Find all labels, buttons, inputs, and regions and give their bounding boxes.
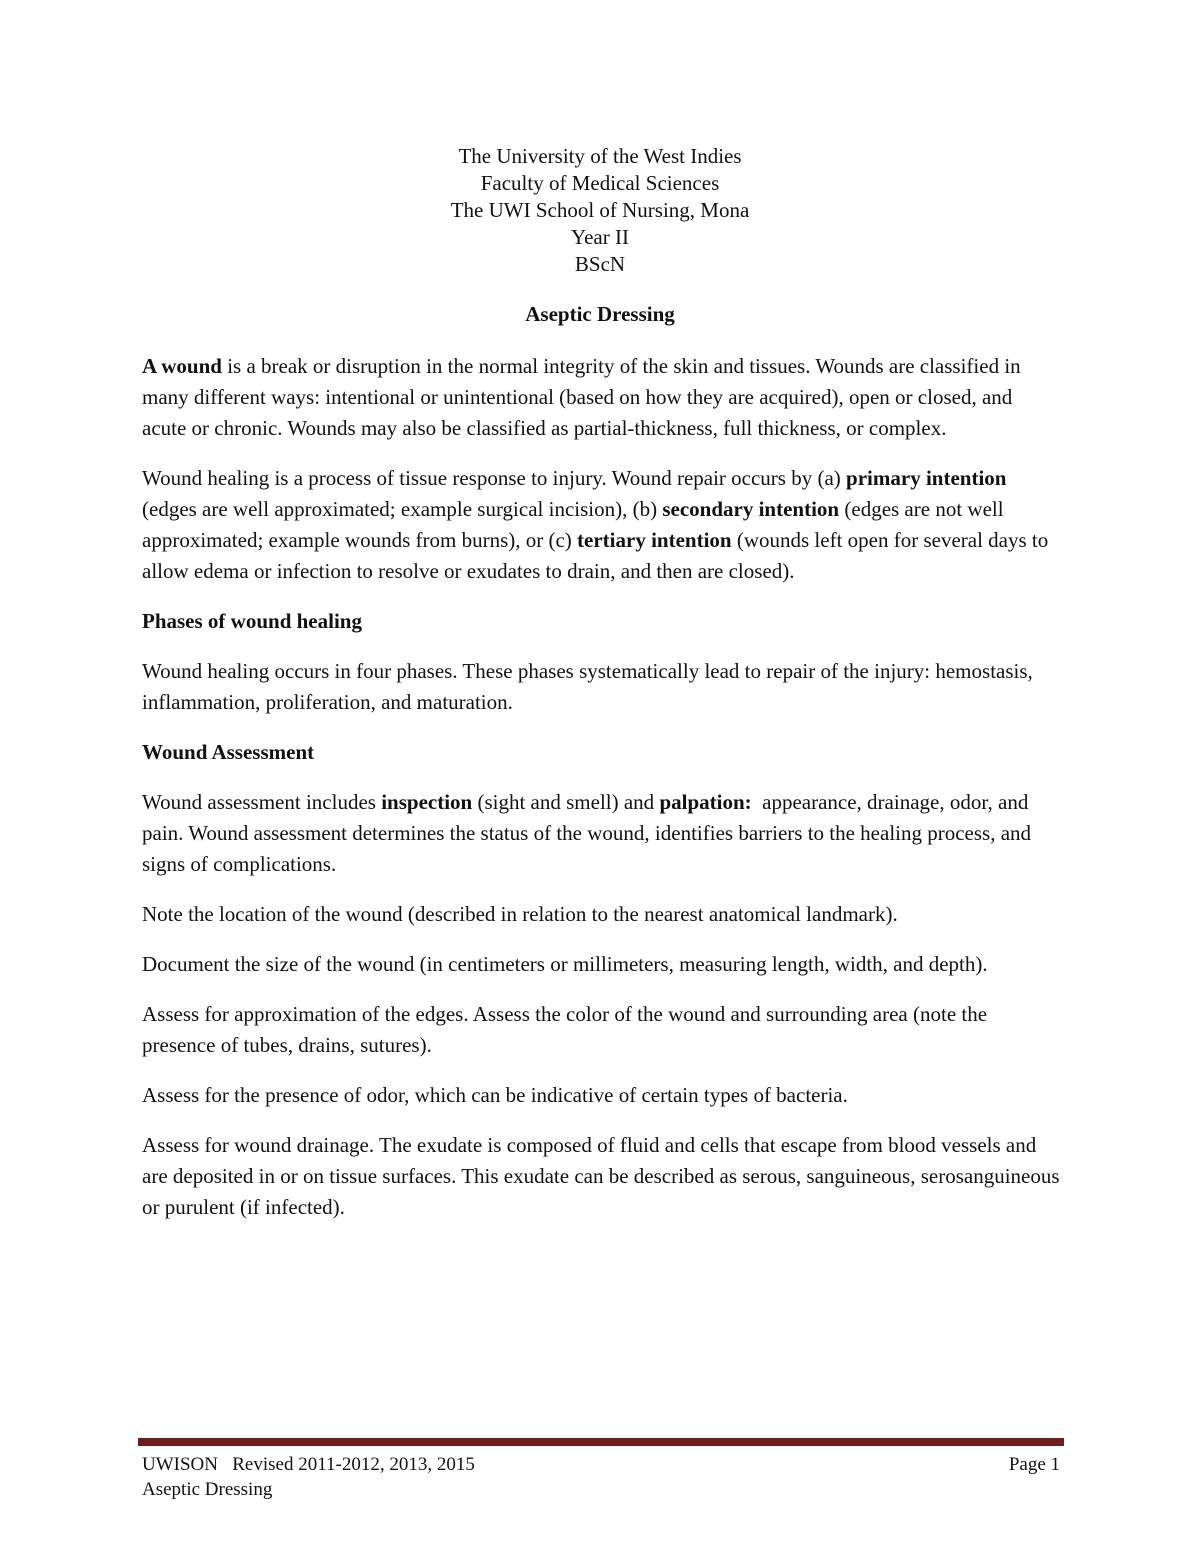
university-name: The University of the West Indies bbox=[458, 144, 742, 168]
phases-paragraph: Wound healing occurs in four phases. These phases systematically lead to repair of the injury: hemostasis, inflammation, proliferation, and maturation. bbox=[142, 659, 1033, 714]
odor-paragraph: Assess for the presence of odor, which can be indicative of certain types of bacteria. bbox=[142, 1083, 848, 1107]
document-body bbox=[142, 351, 1060, 1242]
phases-heading: Phases of wound healing bbox=[142, 609, 362, 633]
assessment-paragraph bbox=[142, 787, 1060, 880]
drainage-paragraph: Assess for wound drainage. The exudate is composed of fluid and cells that escape from blood vessels and are deposited in or on tissue surfaces. This exudate can be described as serous, sanguineous, serosanguineous or purulent (if infected). bbox=[142, 1133, 1060, 1219]
page-number: Page 1 bbox=[1008, 1454, 1060, 1475]
assessment-heading: Wound Assessment bbox=[142, 740, 315, 764]
school-name: The UWI School of Nursing, Mona bbox=[450, 198, 750, 222]
wound-definition-paragraph bbox=[142, 351, 1060, 444]
healing-text-1: Wound healing is a process of tissue response to injury. Wound repair occurs by (a) bbox=[142, 466, 847, 490]
assessment-text-2: (sight and smell) and bbox=[472, 790, 660, 814]
wound-term: A wound bbox=[142, 354, 222, 378]
secondary-intention-term: secondary intention bbox=[662, 497, 840, 521]
document-title: Aseptic Dressing bbox=[525, 302, 675, 326]
edges-paragraph: Assess for approximation of the edges. Assess the color of the wound and surrounding area (note the presence of tubes, drains, sutures). bbox=[142, 1002, 988, 1057]
assessment-text-1: Wound assessment includes bbox=[142, 790, 382, 814]
document-header bbox=[0, 143, 1200, 278]
palpation-term: palpation: bbox=[659, 790, 752, 814]
healing-text-2: (edges are well approximated; example surgical incision), (b) bbox=[142, 497, 663, 521]
wound-healing-paragraph bbox=[142, 463, 1060, 587]
year-label: Year II bbox=[571, 225, 629, 249]
size-paragraph: Document the size of the wound (in centimeters or millimeters, measuring length, width, and depth). bbox=[142, 952, 988, 976]
footer-rule bbox=[138, 1438, 1064, 1446]
healing-text-3: (edges are not well approximated; example wounds from burns), or (c) bbox=[142, 497, 1004, 552]
location-paragraph: Note the location of the wound (described in relation to the nearest anatomical landmark). bbox=[142, 902, 898, 926]
primary-intention-term: primary intention bbox=[846, 466, 1007, 490]
page-footer bbox=[142, 1452, 1060, 1502]
faculty-name: Faculty of Medical Sciences bbox=[480, 171, 720, 195]
inspection-term: inspection bbox=[381, 790, 473, 814]
program-label: BScN bbox=[574, 252, 626, 276]
tertiary-intention-term: tertiary intention bbox=[577, 528, 732, 552]
wound-definition-text: is a break or disruption in the normal integrity of the skin and tissues. Wounds are classified in many different ways: intentional or unintentional (based on how they are acquired), open or closed, and acute or chronic. Wounds may also be classified as partial-thickness, full thickness, or complex. bbox=[142, 354, 1021, 440]
healing-text-4: (wounds left open for several days to allow edema or infection to resolve or exudates to drain, and then are closed). bbox=[142, 528, 1049, 583]
assessment-text-3: appearance, drainage, odor, and pain. Wound assessment determines the status of the wound, identifies barriers to the healing process, and signs of complications. bbox=[142, 790, 1037, 876]
footer-doc-name: Aseptic Dressing bbox=[142, 1479, 273, 1500]
footer-revision: UWISON Revised 2011-2012, 2013, 2015 bbox=[142, 1454, 475, 1475]
